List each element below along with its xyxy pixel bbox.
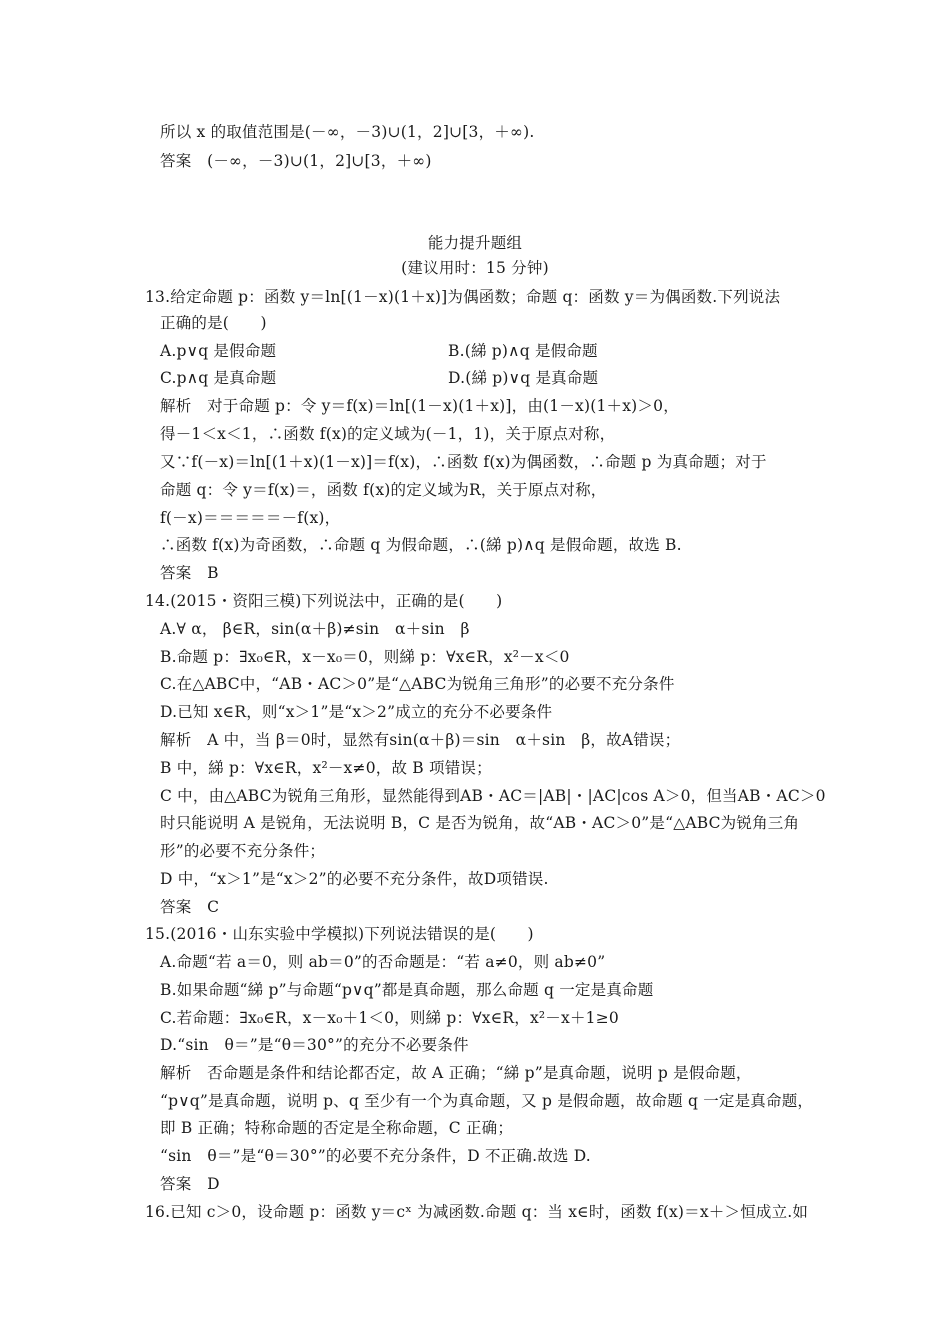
q13-option-d: D.(綈 p)∨q 是真命题 bbox=[448, 369, 599, 387]
q13-analysis-1: 解析 对于命题 p：令 y＝f(x)＝ln[(1－x)(1＋x)]，由(1－x)(1＋x)＞0， bbox=[160, 397, 679, 415]
q14-analysis-2: B 中，綈 p：∀x∈R，x²－x≠0，故 B 项错误； bbox=[160, 759, 492, 777]
section-subtitle: (建议用时：15 分钟) bbox=[401, 259, 549, 277]
q14-option-c: C.在△ABC中，“AB・AC＞0”是“△ABC为锐角三角形”的必要不充分条件 bbox=[160, 675, 675, 693]
q15-option-a: A.命题“若 a＝0，则 ab＝0”的否命题是：“若 a≠0，则 ab≠0” bbox=[160, 953, 606, 971]
q15-analysis-4: “sin θ＝”是“θ＝30°”的必要不充分条件，D 不正确.故选 D. bbox=[160, 1147, 591, 1165]
q14-analysis-4: 时只能说明 A 是锐角，无法说明 B，C 是否为锐角，故“AB・AC＞0”是“△ABC为锐角三角 bbox=[160, 814, 800, 832]
q13-analysis-5: f(－x)＝＝＝＝＝－f(x)， bbox=[160, 509, 341, 527]
q14-answer: 答案 C bbox=[160, 898, 220, 916]
q13-option-c: C.p∧q 是真命题 bbox=[160, 369, 277, 387]
q13-option-a: A.p∨q 是假命题 bbox=[160, 342, 277, 360]
q13-stem-line2: 正确的是( ) bbox=[160, 314, 267, 332]
q15-answer: 答案 D bbox=[160, 1175, 220, 1193]
q13-analysis-6: ∴函数 f(x)为奇函数，∴命题 q 为假命题，∴(綈 p)∧q 是假命题，故选 B. bbox=[160, 536, 682, 554]
q14-analysis-5: 形”的必要不充分条件； bbox=[160, 842, 326, 860]
q13-stem-line1: 13.给定命题 p：函数 y＝ln[(1－x)(1＋x)]为偶函数；命题 q：函数 y＝为偶函数.下列说法 bbox=[145, 288, 781, 306]
q15-option-c: C.若命题：∃x₀∈R，x－x₀＋1＜0，则綈 p：∀x∈R，x²－x＋1≥0 bbox=[160, 1009, 619, 1027]
section-title: 能力提升题组 bbox=[427, 234, 523, 252]
q15-analysis-3: 即 B 正确；特称命题的否定是全称命题，C 正确； bbox=[160, 1119, 514, 1137]
q13-analysis-2: 得－1＜x＜1，∴函数 f(x)的定义域为(－1，1)，关于原点对称， bbox=[160, 425, 616, 443]
q14-analysis-1: 解析 A 中，当 β＝0时，显然有sin(α＋β)＝sin α＋sin β，故A错误； bbox=[160, 731, 681, 749]
q13-option-b: B.(綈 p)∧q 是假命题 bbox=[448, 342, 598, 360]
q15-analysis-2: “p∨q”是真命题，说明 p、q 至少有一个为真命题，又 p 是假命题，故命题 q 一定是真命题， bbox=[160, 1092, 814, 1110]
q15-option-d: D.“sin θ＝”是“θ＝30°”的充分不必要条件 bbox=[160, 1036, 469, 1054]
q13-analysis-4: 命题 q：令 y＝f(x)＝，函数 f(x)的定义域为R，关于原点对称， bbox=[160, 481, 607, 499]
q15-stem: 15.(2016・山东实验中学模拟)下列说法错误的是( ) bbox=[145, 925, 534, 943]
q13-analysis-3: 又∵f(－x)＝ln[(1＋x)(1－x)]＝f(x)，∴函数 f(x)为偶函数，∴命题 p 为真命题；对于 bbox=[160, 453, 767, 471]
q13-answer: 答案 B bbox=[160, 564, 219, 582]
q14-option-d: D.已知 x∈R，则“x＞1”是“x＞2”成立的充分不必要条件 bbox=[160, 703, 553, 721]
q15-option-b: B.如果命题“綈 p”与命题“p∨q”都是真命题，那么命题 q 一定是真命题 bbox=[160, 981, 654, 999]
q14-analysis-6: D 中，“x＞1”是“x＞2”的必要不充分条件，故D项错误. bbox=[160, 870, 549, 888]
q14-option-b: B.命题 p：∃x₀∈R，x－x₀＝0，则綈 p：∀x∈R，x²－x＜0 bbox=[160, 648, 570, 666]
q14-analysis-3: C 中，由△ABC为锐角三角形，显然能得到AB・AC＝|AB|・|AC|cos A＞0，但当AB・AC＞0 bbox=[160, 787, 826, 805]
intro-answer: 答案 (－∞，－3)∪(1，2]∪[3，＋∞) bbox=[160, 152, 432, 170]
q16-stem: 16.已知 c＞0，设命题 p：函数 y＝cˣ 为减函数.命题 q：当 x∈时，函数 f(x)＝x＋＞恒成立.如 bbox=[145, 1203, 809, 1221]
q15-analysis-1: 解析 否命题是条件和结论都否定，故 A 正确；“綈 p”是真命题，说明 p 是假命题， bbox=[160, 1064, 752, 1082]
q14-option-a: A.∀ α， β∈R，sin(α＋β)≠sin α＋sin β bbox=[160, 620, 470, 638]
q14-stem: 14.(2015・资阳三模)下列说法中，正确的是( ) bbox=[145, 592, 503, 610]
intro-line: 所以 x 的取值范围是(－∞，－3)∪(1，2]∪[3，＋∞). bbox=[160, 123, 535, 141]
